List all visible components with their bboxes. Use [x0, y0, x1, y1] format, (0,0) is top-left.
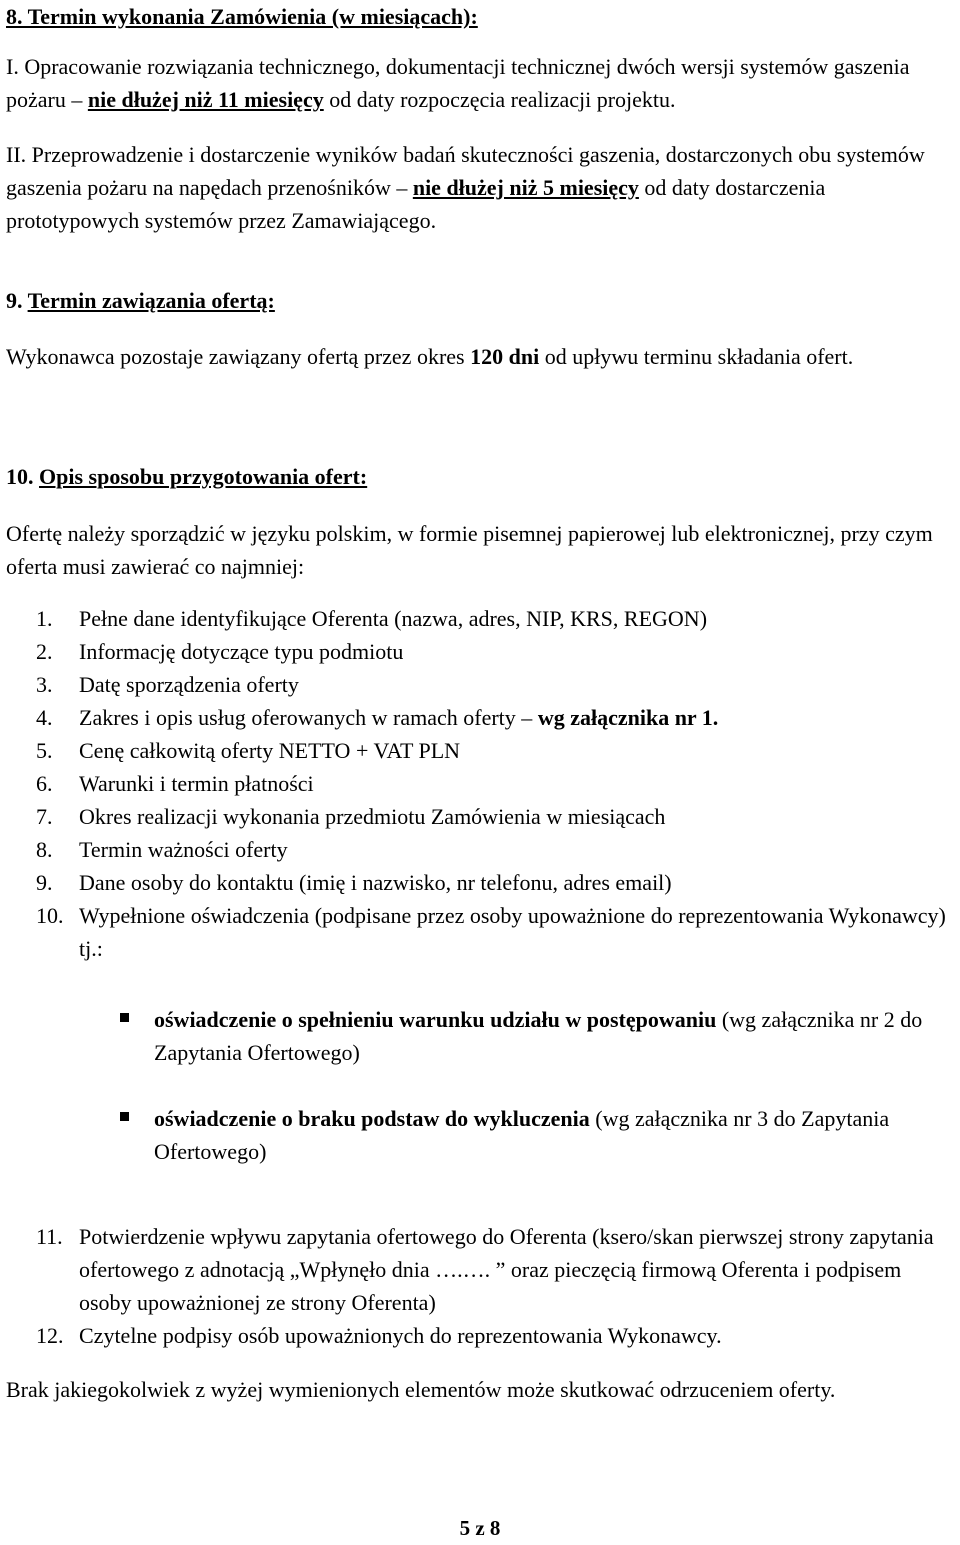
bullet-item [6, 1102, 956, 1168]
list-number: 6. [36, 771, 53, 796]
page-number: 5 z 8 [459, 1516, 501, 1540]
bullet-item [6, 1003, 956, 1069]
list-text: Warunki i termin płatności [79, 771, 314, 796]
list-item [6, 701, 956, 734]
paragraph-text: Wykonawca pozostaje zawiązany ofertą przez okres [6, 344, 471, 369]
section-10-intro: Ofertę należy sporządzić w języku polskim, w formie pisemnej papierowej lub elektronicznej, przy czym oferta musi zawierać co najmniej: [6, 521, 933, 579]
section-8-heading: 8. Termin wykonania Zamówienia (w miesiącach): [6, 4, 478, 29]
attachment-reference: wg załącznika nr 1. [537, 705, 719, 730]
list-number: 10. [36, 903, 64, 928]
bullet-text [154, 1102, 956, 1168]
list-text: Wypełnione oświadczenia (podpisane przez osoby upoważnione do reprezentowania Wykonawcy) tj.: [79, 903, 946, 961]
list-text: Potwierdzenie wpływu zapytania ofertowego do Oferenta (ksero/skan pierwszej strony zapytania ofertowego z adnotacją „Wpłynęło dnia ….…. ” oraz pieczęcią firmową Oferenta i podpisem osoby upoważnionej ze strony Oferenta) [79, 1224, 934, 1315]
statement-note: (wg załącznika nr 3 do Zapytania Ofertowego) [154, 1106, 890, 1164]
period-emphasis: 120 dni [470, 344, 540, 369]
list-number: 12. [36, 1323, 64, 1348]
section-8-paragraph-2 [6, 138, 956, 237]
list-text [79, 701, 956, 734]
paragraph-text: od daty dostarczenia prototypowych systemów przez Zamawiającego. [6, 175, 826, 233]
statement-title: oświadczenie o braku podstaw do wykluczenia [154, 1106, 590, 1131]
section-number: 9. [6, 288, 28, 313]
square-bullet-icon [6, 1003, 154, 1069]
paragraph-text: I. Opracowanie rozwiązania technicznego, dokumentacji technicznej dwóch wersji systemów gaszenia pożaru – [6, 54, 910, 112]
section-9-heading [6, 284, 956, 317]
closing-statement: Brak jakiegokolwiek z wyżej wymienionych elementów może skutkować odrzuceniem oferty. [6, 1377, 836, 1402]
list-text: Pełne dane identyfikujące Oferenta (nazwa, adres, NIP, KRS, REGON) [79, 606, 708, 631]
list-text: Dane osoby do kontaktu (imię i nazwisko, nr telefonu, adres email) [79, 870, 672, 895]
list-number: 8. [36, 837, 53, 862]
list-item [6, 1220, 956, 1319]
list-number: 11. [36, 1224, 63, 1249]
list-text: Czytelne podpisy osób upoważnionych do reprezentowania Wykonawcy. [79, 1323, 722, 1348]
section-10-heading [6, 460, 956, 493]
list-text: Datę sporządzenia oferty [79, 672, 299, 697]
statement-note: (wg załącznika nr 2 do Zapytania Ofertowego) [154, 1007, 923, 1065]
section-number: 10. [6, 464, 39, 489]
list-item [6, 866, 956, 899]
list-item [6, 767, 956, 800]
list-number: 5. [36, 738, 53, 763]
list-item [6, 734, 956, 767]
list-number: 2. [36, 639, 53, 664]
list-item [6, 602, 956, 635]
list-number: 3. [36, 672, 53, 697]
paragraph-text: od daty rozpoczęcia realizacji projektu. [323, 87, 676, 112]
list-item [6, 833, 956, 866]
bullet-text [154, 1003, 956, 1069]
list-item [6, 1319, 956, 1352]
list-number: 1. [36, 606, 53, 631]
deadline-emphasis: nie dłużej niż 5 miesięcy [412, 175, 639, 200]
list-number: 4. [36, 705, 53, 730]
list-item [6, 899, 956, 965]
section-title: Opis sposobu przygotowania ofert: [39, 464, 368, 489]
list-text: Termin ważności oferty [79, 837, 288, 862]
requirements-list-continued [6, 1220, 956, 1352]
list-item [6, 635, 956, 668]
list-text-plain: Zakres i opis usług oferowanych w ramach oferty – [79, 705, 538, 730]
section-8-paragraph-1 [6, 50, 956, 116]
list-text: Cenę całkowitą oferty NETTO + VAT PLN [79, 738, 461, 763]
list-text: Okres realizacji wykonania przedmiotu Zamówienia w miesiącach [79, 804, 666, 829]
section-title: Termin zawiązania ofertą: [27, 288, 275, 313]
deadline-emphasis: nie dłużej niż 11 miesięcy [87, 87, 324, 112]
square-bullet-icon [6, 1102, 154, 1168]
list-number: 7. [36, 804, 53, 829]
statement-title: oświadczenie o spełnieniu warunku udziału w postępowaniu [154, 1007, 717, 1032]
requirements-list [6, 602, 956, 965]
list-text: Informację dotyczące typu podmiotu [79, 639, 404, 664]
paragraph-text: II. Przeprowadzenie i dostarczenie wyników badań skuteczności gaszenia, dostarczonych obu systemów gaszenia pożaru na napędach przenośników – [6, 142, 925, 200]
section-9-paragraph [6, 340, 956, 373]
list-item [6, 800, 956, 833]
list-number: 9. [36, 870, 53, 895]
paragraph-text: od upływu terminu składania ofert. [539, 344, 854, 369]
list-item [6, 668, 956, 701]
